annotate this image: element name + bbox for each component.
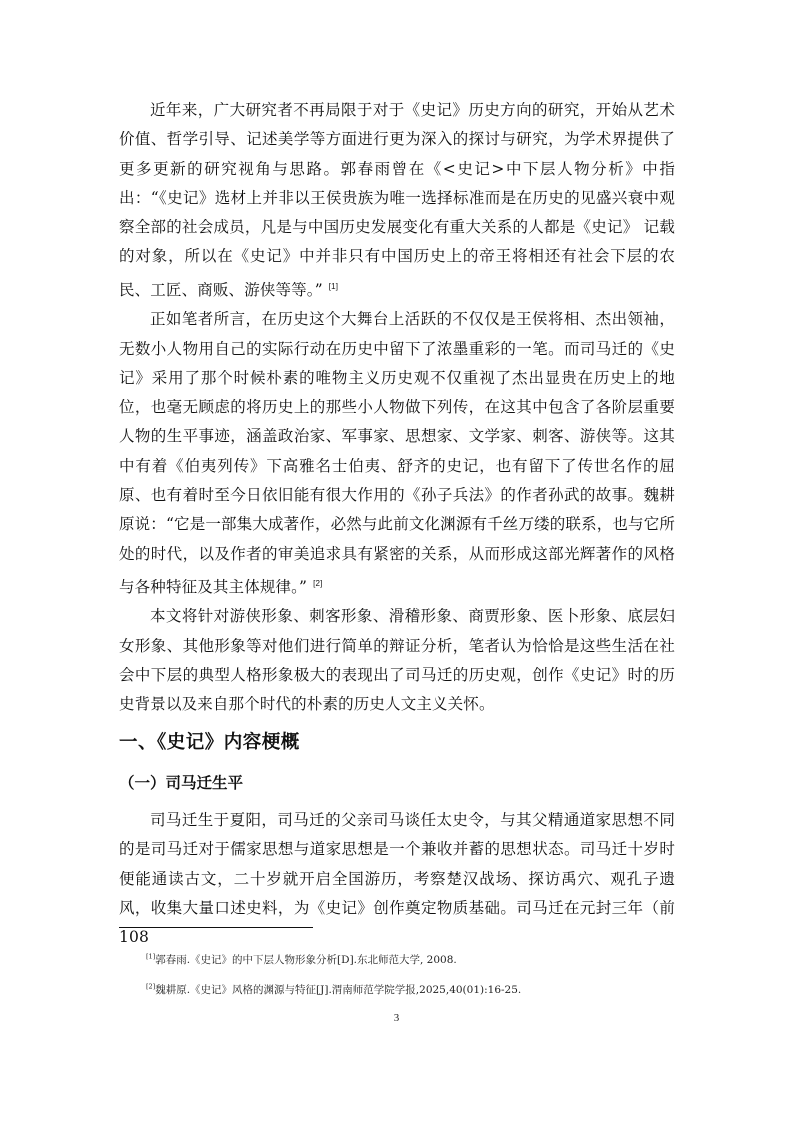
section-heading: 一、《史记》内容梗概 bbox=[119, 732, 300, 753]
footnote-1: [1]郭春雨.《史记》的中下层人物形象分析[D].东北师范大学, 2008. bbox=[146, 952, 457, 966]
biography-paragraph: 司马迁生于夏阳，司马迁的父亲司马谈任太史令，与其父精通道家思想不同的是司马迁对于儒家思想与道家思想是一个兼收并蓄的思想状态。司马迁十岁时便能通读古文，二十岁就开启全国游历，考察楚汉战场、探访禹穴、观孔子遗风，收集大量口述史料，为《史记》创作奠定物质基础。司马迁在元封三年（前 108 bbox=[119, 811, 675, 947]
intro-paragraph-3: 本文将针对游侠形象、刺客形象、滑稽形象、商贾形象、医卜形象、底层妇女形象、其他形象等对他们进行简单的辩证分析，笔者认为恰恰是这些生活在社会中下层的典型人格形象极大的表现出了司马迁的历史观，创作《史记》时的历史背景以及来自那个时代的朴素的历史人文主义关怀。 bbox=[119, 607, 675, 714]
footnote-ref-2[interactable]: [2] bbox=[313, 578, 323, 588]
footnote-2: [2]魏耕原.《史记》风格的渊源与特征[J].渭南师范学院学报,2025,40(01):16-25. bbox=[146, 982, 522, 996]
page-number: 3 bbox=[393, 1012, 400, 1024]
biography-section bbox=[119, 806, 675, 952]
intro-paragraph-1: 近年来，广大研究者不再局限于对于《史记》历史方向的研究，开始从艺术价值、哲学引导、记述美学等方面进行更为深入的探讨与研究，为学术界提供了更多更新的研究视角与思路。郭春雨曾在《<史记>中下层人物分析》中指出：“《史记》选材上并非以王侯贵族为唯一选择标准而是在历史的见盛兴衰中观察全部的社会成员，凡是与中国历史发展变化有重大关系的人都是《史记》 记载的对象，所以在《史记》中并非只有中国历史上的帝王将相还有社会下层的农民、工匠、商贩、游侠等等。” [1] bbox=[119, 101, 675, 299]
intro-paragraph-2: 正如笔者所言，在历史这个大舞台上活跃的不仅仅是王侯将相、杰出领袖，无数小人物用自己的实际行动在历史中留下了浓墨重彩的一笔。而司马迁的《史记》采用了那个时候朴素的唯物主义历史观不仅重视了杰出显贵在历史上的地位，也毫无顾虑的将历史上的那些小人物做下列传，在这其中包含了各阶层重要人物的生平事迹，涵盖政治家、军事家、思想家、文学家、刺客、游侠等。这其中有着《伯夷列传》下高雅名士伯夷、舒齐的史记，也有留下了传世名作的屈原、也有着时至今日依旧能有很大作用的《孙子兵法》的作者孙武的故事。魏耕原说：“它是一部集大成著作，必然与此前文化渊源有千丝万缕的联系，也与它所处的时代，以及作者的审美追求具有紧密的关系，从而形成这部光辉著作的风格与各种特征及其主体规律。” [2] bbox=[119, 310, 675, 597]
footnote-divider bbox=[119, 927, 313, 928]
footnote-ref-1[interactable]: [1] bbox=[328, 281, 339, 291]
intro-section bbox=[119, 96, 675, 720]
subsection-heading: （一）司马迁生平 bbox=[119, 774, 244, 792]
